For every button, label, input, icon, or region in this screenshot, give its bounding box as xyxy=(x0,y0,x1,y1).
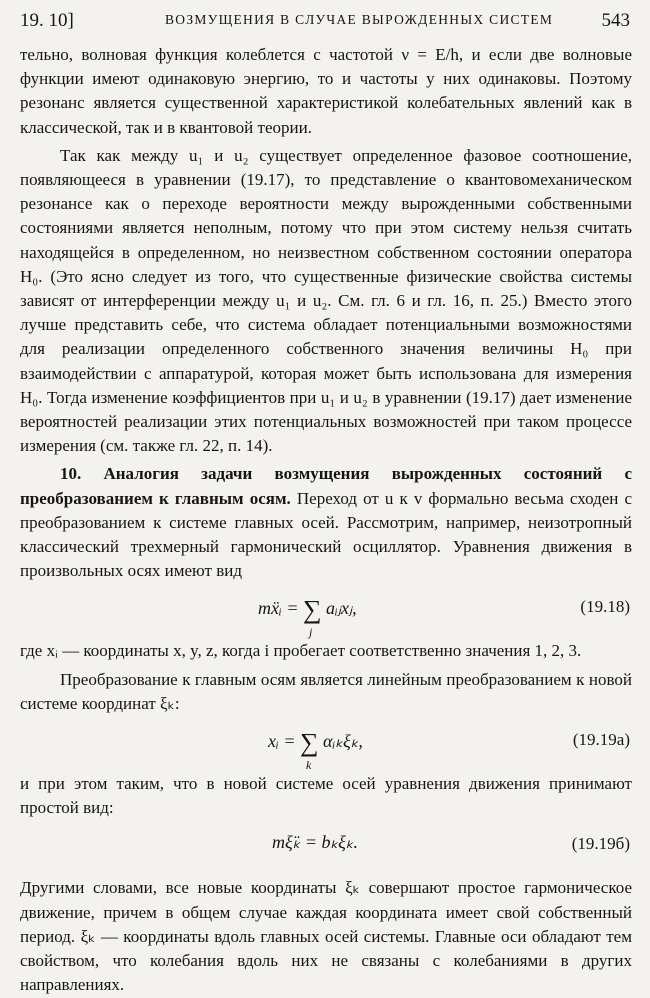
equation-number: (19.18) xyxy=(580,597,630,617)
sum-symbol: ∑ k xyxy=(299,728,319,773)
equation-number: (19.19б) xyxy=(571,834,630,854)
page-body xyxy=(20,43,632,998)
equation-formula: mẍᵢ = ∑ j aᵢⱼxⱼ, xyxy=(258,595,357,640)
section-number: 19. 10] xyxy=(20,10,74,31)
equation-19-18 xyxy=(20,583,632,639)
running-title: ВОЗМУЩЕНИЯ В СЛУЧАЕ ВЫРОЖДЕННЫХ СИСТЕМ xyxy=(165,12,554,27)
sum-symbol: ∑ j xyxy=(302,595,322,640)
section-text: Переход от u к v формально весьма сходен с преобразованием к системе главных осей. Рассмотрим, например, неизотропный классический трехмерный гармонический осциллятор. Уравнения движения в произвольных осях имеют вид xyxy=(20,488,632,581)
sum-index: j xyxy=(308,625,313,640)
page-number: 543 xyxy=(601,10,630,31)
equation-19-19b xyxy=(20,820,632,876)
equation-19-19a xyxy=(20,716,632,772)
page-header xyxy=(20,10,630,36)
section-paragraph xyxy=(20,462,632,583)
paragraph: Так как между u₁ и u₂ существует определенное фазовое соотношение, появляющееся в уравнении (19.17), то представление о квантовомеханическом резонансе как о переходе вероятности между вырожденными собственными состояниями является неполным, потому что при этом систему нельзя считать находящейся в определенном, но неизвестном собственном состоянии оператора H₀. (Это ясно следует из того, что существенные физические свойства системы зависят от интерференции между u₁ и u₂. См. гл. 6 и гл. 16, п. 25.) Вместо этого лучше представить себе, что система обладает потенциальными возможностями для реализации определенного собственного значения величины H₀ при взаимодействии с аппаратурой, которая может быть использована для измерения H₀. Тогда изменение коэффициентов при u₁ и u₂ в уравнении (19.17) дает изменение вероятностей реализации этих потенциальных возможностей при таком процессе измерения (см. также гл. 22, п. 14). xyxy=(20,145,632,456)
equation-formula: xᵢ = ∑ k αᵢₖξₖ, xyxy=(268,728,363,773)
paragraph: тельно, волновая функция колеблется с частотой ν = E/h, и если две волновые функции имеют одинаковую энергию, то и частоты у них одинаковы. Поэтому резонанс является существенной характеристикой колебательных явлений как в классической, так и в квантовой теории. xyxy=(20,45,632,137)
section-heading: 10. Аналогия задачи возмущения вырожденных состояний с преобразованием к главным осям. xyxy=(20,464,632,508)
paragraph: Преобразование к главным осям является линейным преобразованием к новой системе координат ξₖ: xyxy=(20,669,632,713)
paragraph: где xᵢ — координаты x, y, z, когда i пробегает соответственно значения 1, 2, 3. xyxy=(20,641,582,661)
equation-formula: mξ̈ₖ = bₖξₖ. xyxy=(272,832,359,853)
paragraph: Другими словами, все новые координаты ξₖ совершают простое гармоническое движение, причем в общем случае каждая координата имеет свой собственный период. ξₖ — координаты вдоль главных осей системы. Главные оси обладают тем свойством, что колебания вдоль них не связаны с колебаниями в других направлениях. xyxy=(20,878,632,995)
paragraph: и при этом таким, что в новой системе осей уравнения движения принимают простой вид: xyxy=(20,774,632,818)
equation-number: (19.19а) xyxy=(572,730,630,750)
sum-index: k xyxy=(305,758,312,773)
